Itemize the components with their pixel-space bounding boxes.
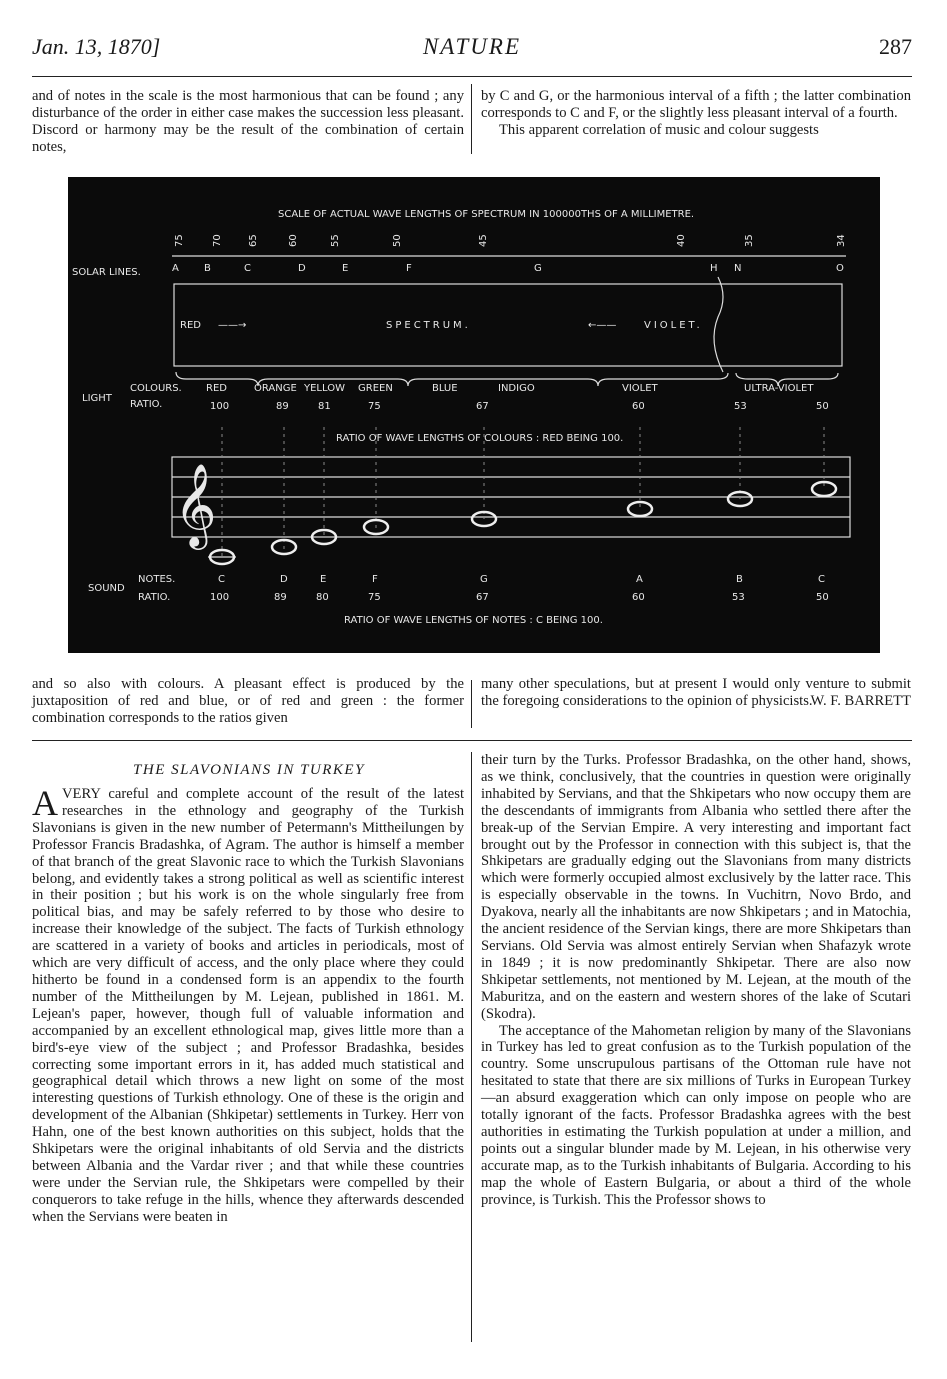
svg-text:80: 80 [316, 592, 329, 603]
solar-lines-label: SOLAR LINES. [72, 267, 141, 278]
svg-text:70: 70 [212, 234, 223, 247]
svg-text:100: 100 [210, 401, 230, 412]
scale-ticks [174, 234, 847, 247]
svg-text:D: D [280, 574, 288, 585]
svg-text:89: 89 [276, 401, 289, 412]
column-divider [471, 84, 472, 154]
running-header [32, 34, 912, 68]
svg-text:N: N [734, 263, 742, 274]
svg-text:C: C [244, 263, 251, 274]
journal-title: NATURE [422, 34, 522, 59]
svg-text:60: 60 [632, 401, 645, 412]
svg-text:50: 50 [816, 592, 829, 603]
svg-text:C: C [818, 574, 825, 585]
colour-names [206, 383, 814, 394]
article-paragraph: AVERY careful and complete account of the result of the latest researches in the ethnology and geography of the Turkish Slavonians is given in the new number of Petermann's Mittheilungen by Professor Francis Bradashka, of Agram. The author is himself a member of that branch of the great Slavonic race to which the Turkish Slavonians belong, and evidently takes a strong political as well as scientific interest in their position ; but his work is on the whole singularly free from political bias, and may be safely referred to by those who desire to increase their knowledge of the subject. The facts of Turkish ethnology are scattered in a variety of books and articles in periodicals, most of which are very difficult of access, and the only place where they could hitherto be found in a condensed form is an appendix to the fourth number of the Mittheilungen by M. Lejean, published in 1861. M. Lejean's paper, however, though full of valuable information and accompanied by an excellent ethnological map, gives little more than a bird's-eye view of the subject ; and Professor Bradashka, besides correcting some important errors in it, has added much statistical and geographical detail which throws a new light on some of the most interesting questions of Turkish ethnology. One of these is the origin and development of the Albanian (Shkipetar) settlements in Turkey. Herr von Hahn, one of the best known authorities on this subject, holds that the Shkipetars were the original inhabitants of old Servia and the districts between Albania and the Vardar river ; and that while these countries were under the Servian rule, the Shkipetars were compelled by their conquerors to take refuge in the hills, whence they afterwards descended when the Servians were beaten in [32, 783, 464, 1225]
sound-label: SOUND [88, 583, 125, 594]
spectrum-label: SPECTRUM. [386, 320, 471, 331]
svg-text:BLUE: BLUE [432, 383, 458, 394]
svg-text:GREEN: GREEN [358, 383, 393, 394]
svg-text:40: 40 [676, 234, 687, 247]
page-number: 287 [879, 34, 912, 59]
svg-text:VIOLET: VIOLET [622, 383, 658, 394]
svg-text:81: 81 [318, 401, 331, 412]
paragraph: This apparent correlation of music and colour suggests [499, 121, 819, 138]
article-title: THE SLAVONIANS IN TURKEY [133, 762, 365, 778]
figure-drawing [68, 177, 880, 653]
svg-text:65: 65 [248, 234, 259, 247]
break-mark [714, 277, 723, 372]
svg-text:G: G [480, 574, 488, 585]
svg-text:67: 67 [476, 592, 489, 603]
svg-text:67: 67 [476, 401, 489, 412]
svg-text:C: C [218, 574, 225, 585]
svg-text:B: B [204, 263, 211, 274]
drop-cap: A [32, 783, 58, 823]
svg-text:100: 100 [210, 592, 230, 603]
svg-text:H: H [710, 263, 718, 274]
article-right-column [481, 752, 911, 1208]
red-label: RED [180, 320, 201, 331]
sound-ratio-label: RATIO. [138, 592, 171, 603]
notes-label: NOTES. [138, 574, 176, 585]
paragraph: by C and G, or the harmonious interval of a fifth ; the latter combination corresponds to C and F, or the slightly less pleasant interval of a fourth. [481, 88, 911, 121]
section-rule [32, 740, 912, 741]
svg-text:E: E [320, 574, 327, 585]
svg-text:B: B [736, 574, 743, 585]
svg-text:50: 50 [816, 401, 829, 412]
svg-text:A: A [636, 574, 643, 585]
note-ratios [210, 592, 829, 603]
svg-text:75: 75 [174, 234, 185, 247]
svg-text:ULTRA-VIOLET: ULTRA-VIOLET [744, 383, 814, 394]
svg-text:E: E [342, 263, 349, 274]
top-right-column [481, 88, 911, 139]
svg-text:75: 75 [368, 401, 381, 412]
mid-left-column [32, 676, 464, 727]
solar-line-letters [172, 263, 844, 274]
paragraph: and of notes in the scale is the most harmonious that can be found ; any disturbance of the order in either case makes the succession less pleasant. Discord or harmony may be the result of the combination of certain notes, [32, 88, 464, 155]
colours-label: COLOURS. [130, 383, 182, 394]
svg-text:YELLOW: YELLOW [304, 383, 345, 394]
signature: W. F. BARRETT [810, 692, 911, 709]
svg-text:ORANGE: ORANGE [254, 383, 297, 394]
svg-text:60: 60 [632, 592, 645, 603]
column-divider [471, 680, 472, 728]
svg-text:55: 55 [330, 234, 341, 247]
light-ratio-label: RATIO. [130, 399, 163, 410]
header-rule [32, 76, 912, 77]
arrow-left-icon: ←—— [588, 320, 617, 331]
note-names [218, 574, 825, 585]
top-left-column [32, 88, 464, 156]
spectrum-box [174, 284, 842, 366]
svg-text:INDIGO: INDIGO [498, 383, 535, 394]
violet-label: VIOLET. [644, 320, 703, 331]
spectrum-music-figure [68, 177, 880, 653]
svg-text:53: 53 [734, 401, 747, 412]
colour-ratio-caption: RATIO OF WAVE LENGTHS OF COLOURS : RED BEING 100. [336, 433, 624, 444]
svg-text:F: F [406, 263, 412, 274]
svg-text:A: A [172, 263, 179, 274]
paragraph: and so also with colours. A pleasant effect is produced by the juxtaposition of red and blue, or of red and green : the former combination corresponds to the ratios given [32, 676, 464, 726]
svg-text:D: D [298, 263, 306, 274]
article-paragraph: their turn by the Turks. Professor Bradashka, on the other hand, shows, as we think, conclusively, that the countries in question were originally inhabited by Servians, and that the Shkipetars who now occupy them are the descendants of immigrants from Albania who settled there after the break-up of the Servian Empire. A very interesting and important fact brought out by the Professor in connection with this subject is, that the Shkipetars are gradually edging out the Slavonians from many districts which were formerly occupied almost exclusively by the latter race. This is especially observable in the towns. In Vuchitrn, Novo Brdo, and Dyakova, nearly all the inhabitants are now Shkipetars ; and in Matochia, the ancient residence of the Servian kings, there are more Shkipetars than Servians. Old Servia was almost entirely Servian when Shafazyk wrote in 1849 ; it is now predominantly Shkipetar. There are also now Shkipetar settlements, not mentioned by M. Lejean, at the mouth of the Maburitza, and on the eastern and western shores of the lake of Scutari (Skodra). [481, 752, 911, 1022]
svg-text:45: 45 [478, 234, 489, 247]
light-ratios [210, 401, 829, 412]
note-ratio-caption: RATIO OF WAVE LENGTHS OF NOTES : C BEING 100. [344, 615, 603, 626]
article-left-column [32, 783, 464, 1226]
issue-date: Jan. 13, 1870] [32, 34, 161, 59]
treble-clef-icon: 𝄞 [174, 462, 217, 546]
svg-text:50: 50 [392, 234, 403, 247]
svg-text:RED: RED [206, 383, 227, 394]
article-paragraph: The acceptance of the Mahometan religion by many of the Slavonians in Turkey has led to great confusion as to the Turkish population of the country. Some unscrupulous partisans of the Ottoman rule have not hesitated to state that there are six millions of Turks in European Turkey—an absurd exaggeration which can only impose on people who are totally ignorant of the facts. Professor Bradashka agrees with the best authorities in estimating the Turkish population at under a million, and points out a singular blunder made by M. Lejean, in his otherwise very accurate map, as to the Turkish inhabitants of Bulgaria. According to his map the whole of Eastern Bulgaria, or about a third of the whole province, is Turkish. This the Professor shows to [481, 1022, 911, 1208]
column-divider [471, 752, 472, 1342]
scale-title: SCALE OF ACTUAL WAVE LENGTHS OF SPECTRUM IN 100000THS OF A MILLIMETRE. [278, 209, 695, 220]
arrow-right-icon: ——→ [218, 320, 247, 331]
svg-text:O: O [836, 263, 844, 274]
svg-text:60: 60 [288, 234, 299, 247]
light-label: LIGHT [82, 393, 112, 404]
mid-right-column [481, 676, 911, 710]
svg-text:75: 75 [368, 592, 381, 603]
svg-text:G: G [534, 263, 542, 274]
svg-text:34: 34 [836, 234, 847, 247]
svg-text:89: 89 [274, 592, 287, 603]
svg-text:F: F [372, 574, 378, 585]
paragraph: many other speculations, but at present I would only venture to submit the foregoing considerations to the opinion of physicists. [481, 676, 911, 709]
svg-text:53: 53 [732, 592, 745, 603]
svg-text:35: 35 [744, 234, 755, 247]
